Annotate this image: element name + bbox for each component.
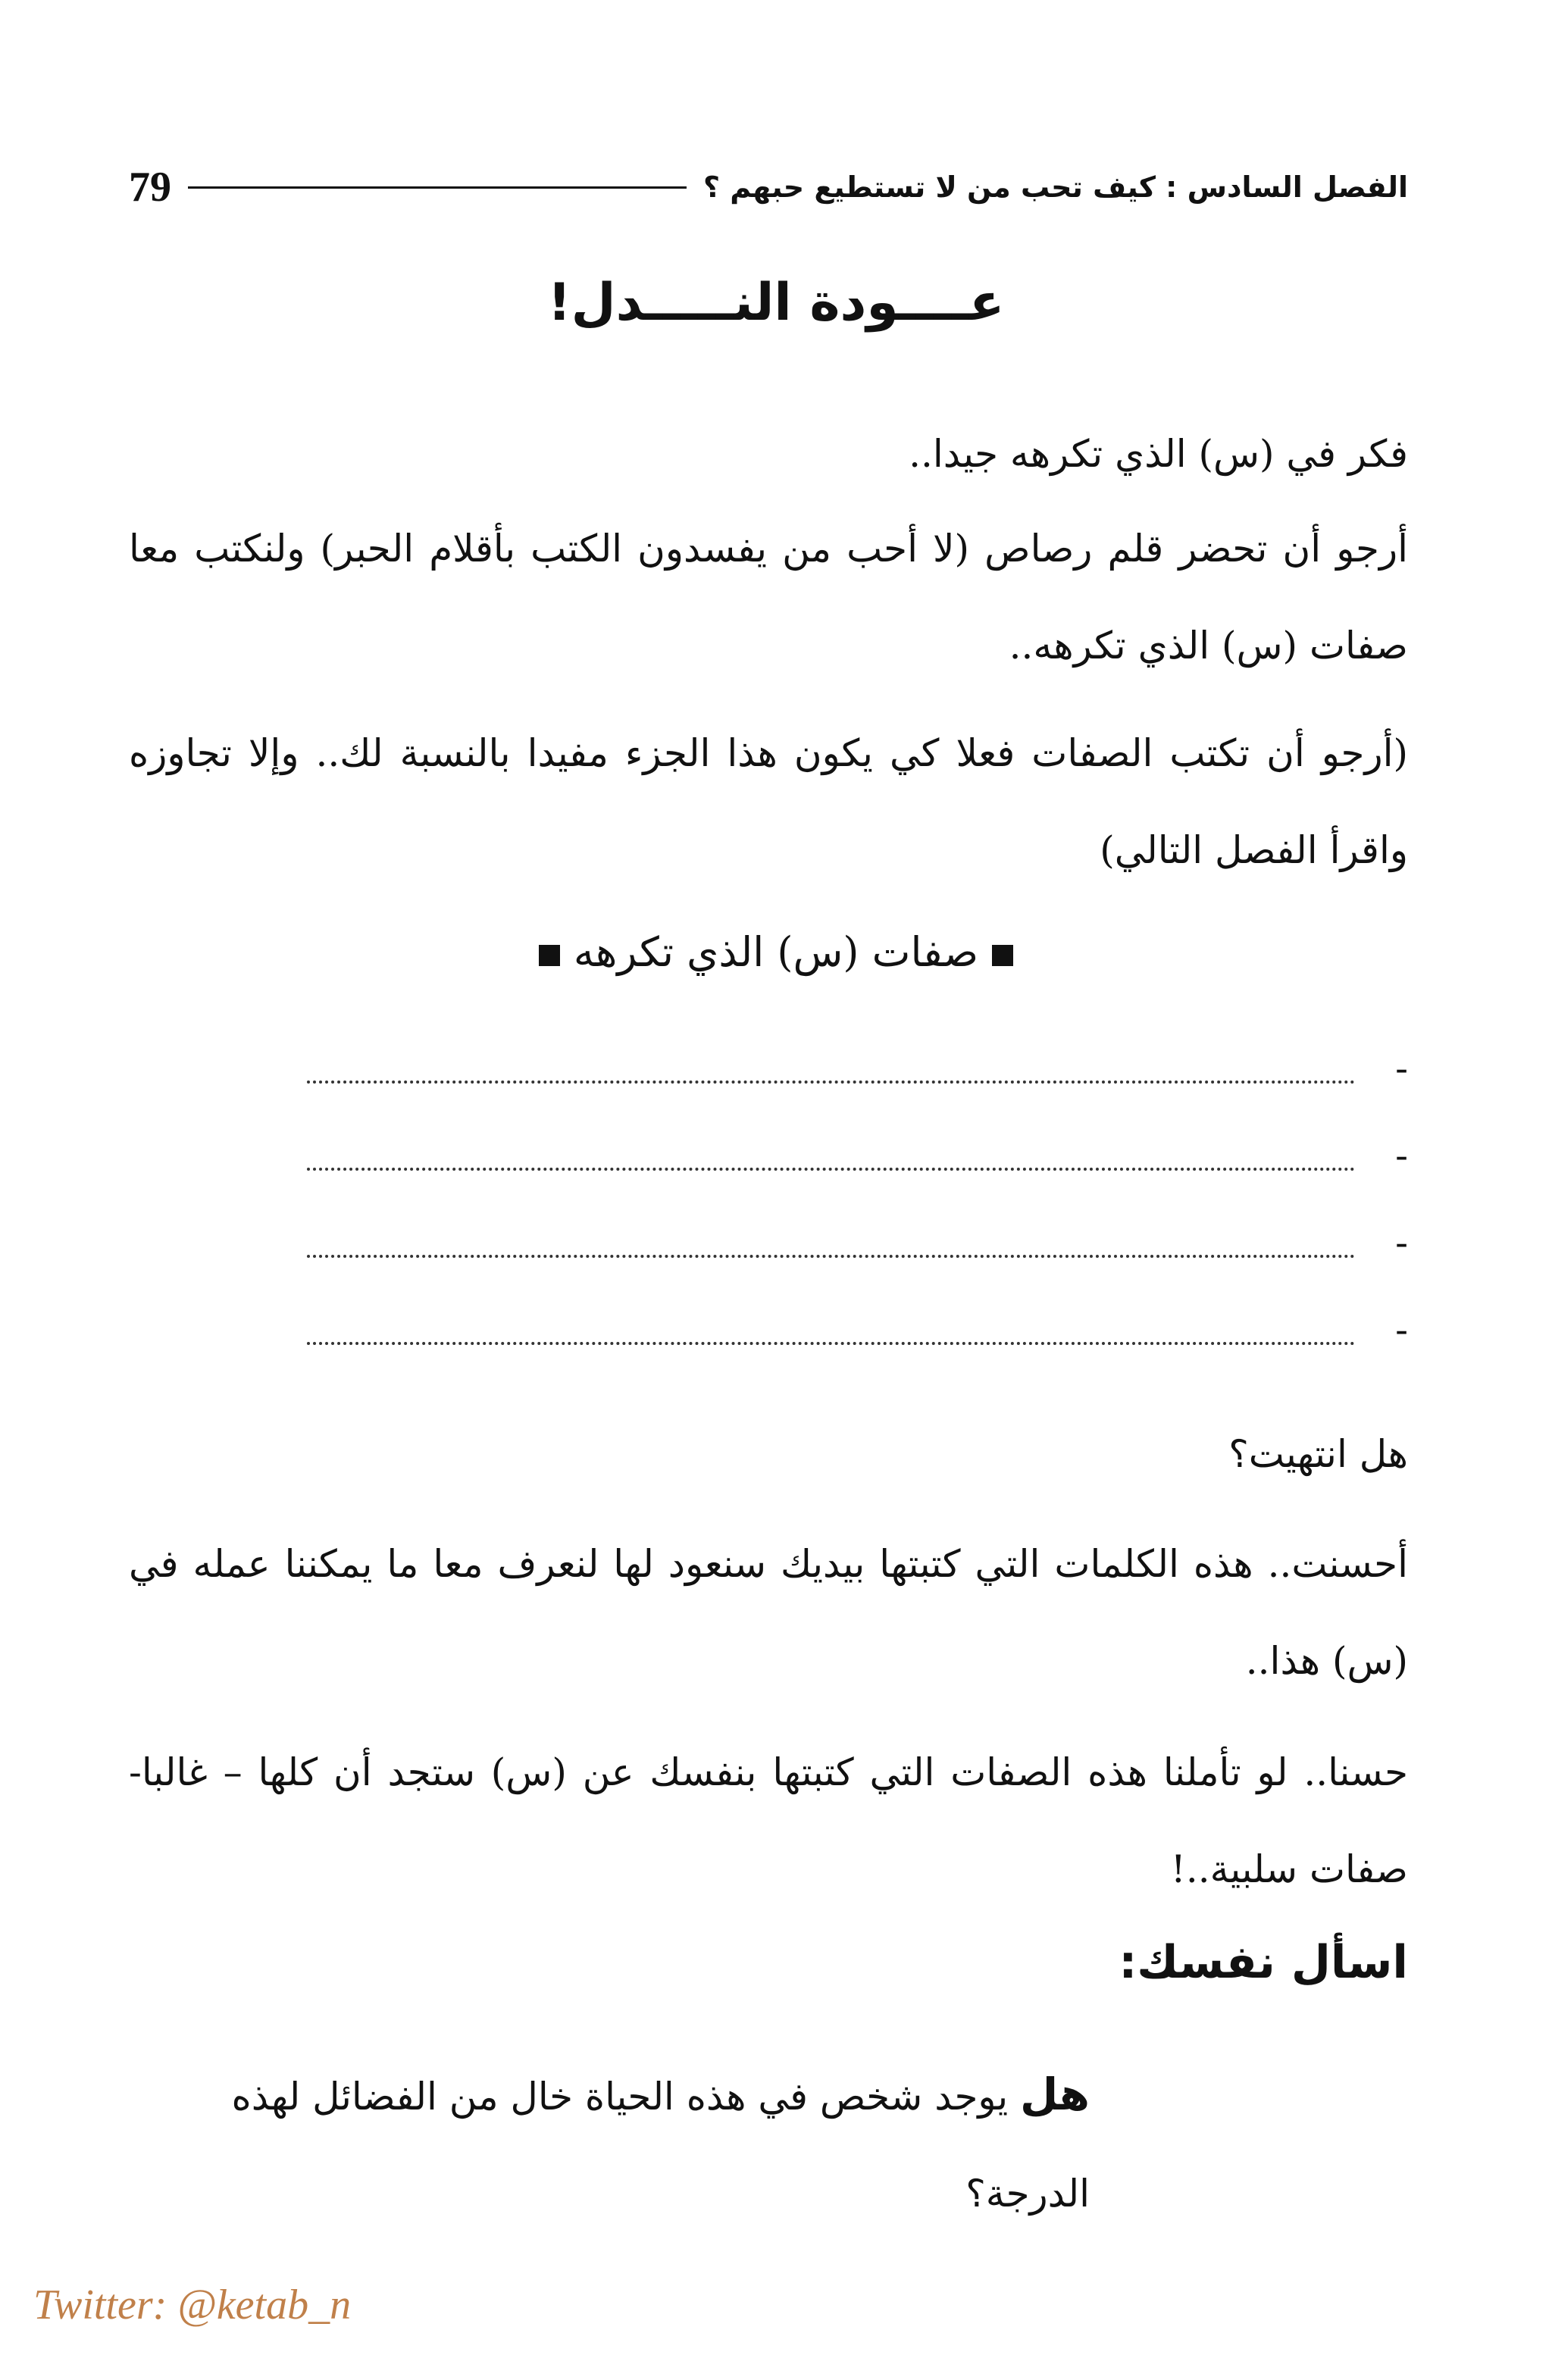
question-paragraph [129, 2046, 1090, 2242]
paragraph-2: أرجو أن تحضر قلم رصاص (لا أحب من يفسدون الكتب بأقلام الحبر) ولنكتب معا صفات (س) الذي تكرهه.. [129, 527, 1408, 668]
fill-in-line[interactable] [307, 1046, 1408, 1090]
paragraph-5: أحسنت.. هذه الكلمات التي كتبتها بيديك سنعود لها لنعرف معا ما يمكننا عمله في (س) هذا.. [129, 1542, 1408, 1683]
paragraph-3: (أرجو أن تكتب الصفات فعلا كي يكون هذا الجزء مفيدا بالنسبة لك.. وإلا تجاوزه واقرأ الفصل التالي) [129, 731, 1408, 872]
fill-in-line[interactable] [307, 1308, 1408, 1352]
line-dash: - [1395, 1134, 1408, 1177]
page-number: 79 [129, 164, 171, 211]
question-word: هل [1020, 2069, 1090, 2120]
line-dash: - [1395, 1221, 1408, 1265]
running-header [129, 161, 1408, 214]
question-text: يوجد شخص في هذه الحياة خال من الفضائل لهذه الدرجة؟ [231, 2075, 1090, 2216]
line-dash: - [1395, 1308, 1408, 1352]
traits-heading-text: صفات (س) الذي تكرهه [573, 928, 979, 976]
ask-yourself-heading: اسأل نفسك: [1119, 1936, 1408, 1989]
paragraph-6: حسنا.. لو تأملنا هذه الصفات التي كتبتها بنفسك عن (س) ستجد أن كلها – غالبا- صفات سلبية..! [129, 1750, 1408, 1891]
dotted-line [307, 1235, 1355, 1258]
dotted-line [307, 1061, 1355, 1084]
dotted-line [307, 1322, 1355, 1345]
square-bullet-icon [539, 945, 560, 966]
paragraph-1: فكر في (س) الذي تكرهه جيدا.. [909, 432, 1408, 476]
fill-in-line[interactable] [307, 1134, 1408, 1177]
watermark: Twitter: @ketab_n [33, 2281, 352, 2328]
line-dash: - [1395, 1046, 1408, 1090]
square-bullet-icon [992, 945, 1013, 966]
header-rule [188, 186, 687, 189]
paragraph-4: هل انتهيت؟ [1228, 1432, 1408, 1476]
fill-in-line[interactable] [307, 1221, 1408, 1265]
running-title: الفصل السادس : كيف تحب من لا تستطيع حبهم ؟ [703, 170, 1408, 204]
dotted-line [307, 1148, 1355, 1171]
traits-heading [0, 928, 1552, 976]
section-title: عــــودة النـــــدل! [547, 273, 1005, 333]
